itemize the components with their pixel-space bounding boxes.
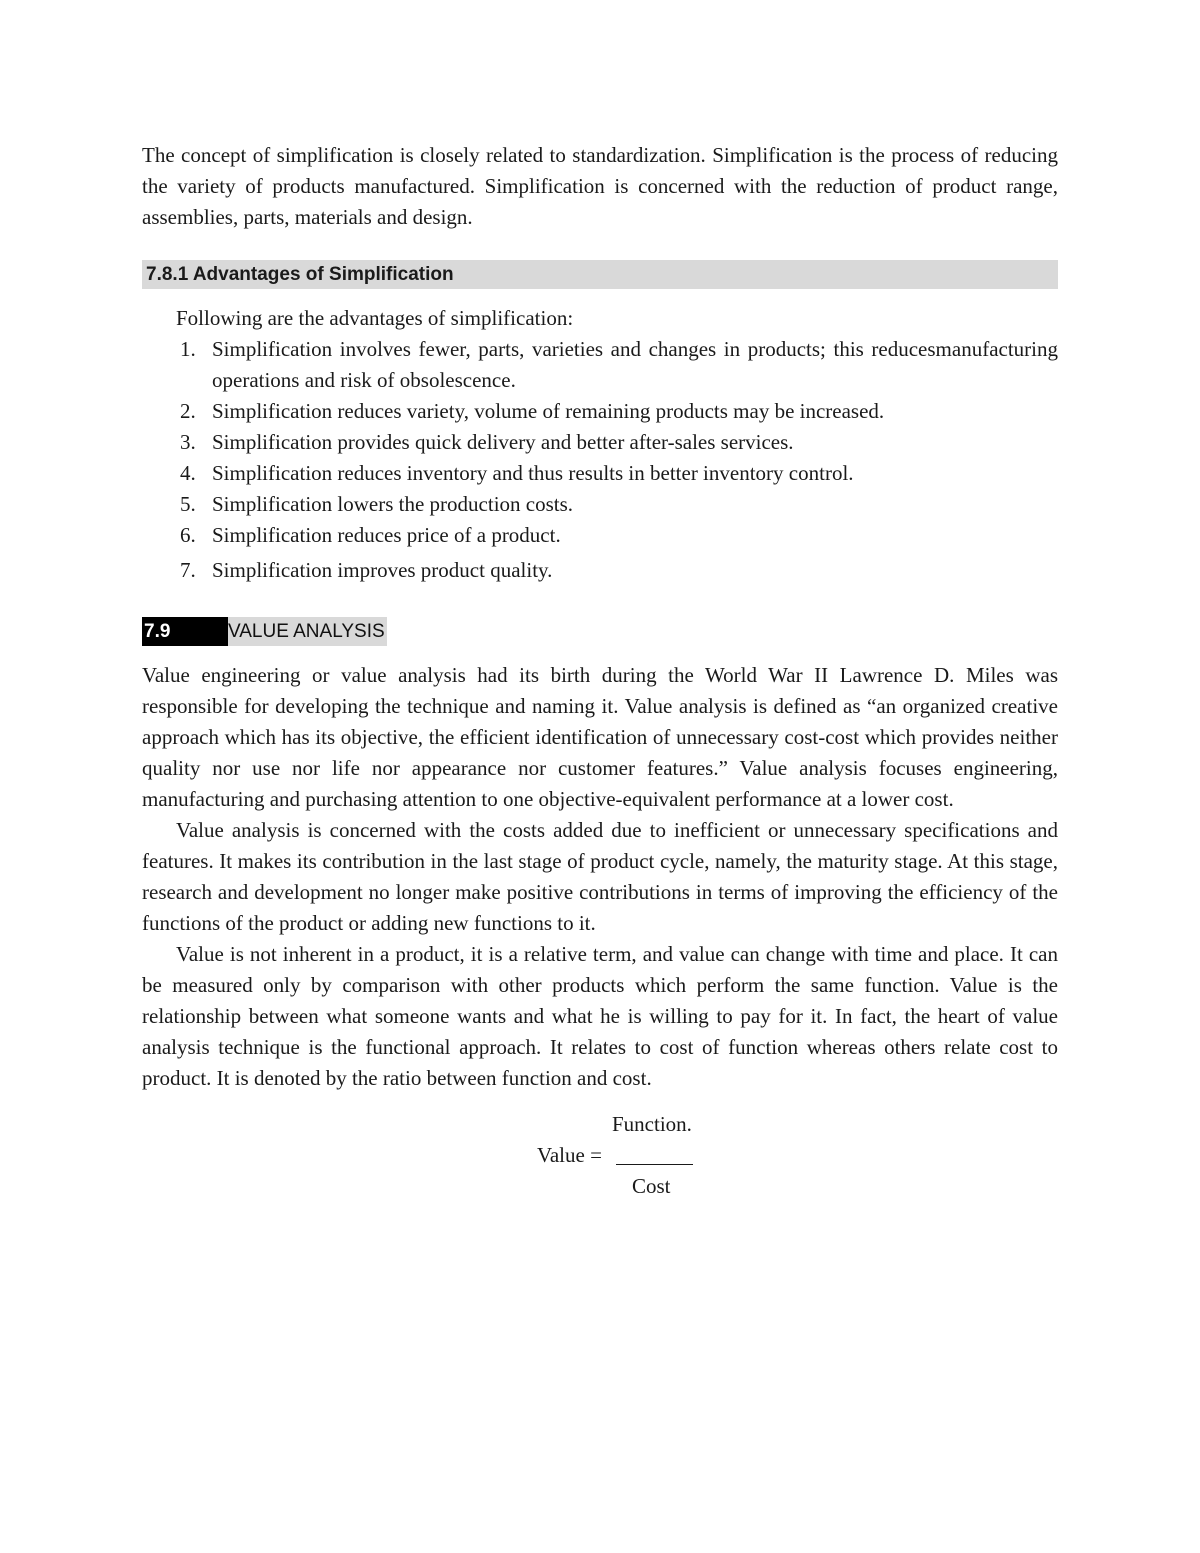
intro-paragraph: The concept of simplification is closely related to standardization. Simplification is the process of reducing the variety of products manufactured. Simplification is concerned with the reduction of product range, assemblies, parts, materials and design. (142, 143, 1058, 229)
list-item (176, 427, 1058, 458)
list-item-text: Simplification provides quick delivery and better after-sales services. (212, 430, 794, 454)
list-item-number: 2. (180, 399, 196, 423)
list-item (176, 489, 1058, 520)
value-paragraph: Value is not inherent in a product, it is a relative term, and value can change with time and place. It can be measured only by comparison with other products which perform the same function. Value is the relationship between what someone wants and what he is willing to pay for it. In fact, the heart of value analysis technique is the functional approach. It relates to cost of function whereas others relate cost to product. It is denoted by the ratio between function and cost. (142, 942, 1058, 1090)
list-item-number: 6. (180, 523, 196, 547)
formula-numerator: Function. (612, 1112, 692, 1136)
list-item-number: 7. (180, 558, 196, 582)
section-number: 7.9 (142, 617, 228, 646)
value-paragraph: Value engineering or value analysis had its birth during the World War II Lawrence D. Miles was responsible for developing the technique and naming it. Value analysis is defined as “an organized creative approach which has its objective, the efficient identification of unnecessary cost-cost which provides neither quality nor use nor life nor appearance nor customer features.” Value analysis focuses engineering, manufacturing and purchasing attention to one objective-equivalent performance at a lower cost. (142, 663, 1058, 811)
formula-lhs: Value = (537, 1143, 602, 1167)
advantages-heading: 7.8.1 Advantages of Simplification (142, 260, 1058, 289)
list-item-text: Simplification involves fewer, parts, varieties and changes in products; this reducesmanufacturing operations and risk of obsolescence. (212, 337, 1058, 392)
value-paragraph: Value analysis is concerned with the costs added due to inefficient or unnecessary specifications and features. It makes its contribution in the last stage of product cycle, namely, the maturity stage. At this stage, research and development no longer make positive contributions in terms of improving the efficiency of the functions of the product or adding new functions to it. (142, 818, 1058, 935)
value-analysis-body (142, 660, 1058, 1094)
list-item-number: 3. (180, 430, 196, 454)
value-analysis-heading (142, 617, 1058, 646)
value-formula (142, 1108, 1058, 1208)
section-title: VALUE ANALYSIS (228, 617, 387, 646)
list-item-number: 1. (180, 337, 196, 361)
formula-fraction-line (616, 1164, 693, 1165)
list-item (176, 520, 1058, 551)
list-item-text: Simplification reduces inventory and thus results in better inventory control. (212, 461, 854, 485)
list-item-text: Simplification reduces variety, volume of remaining products may be increased. (212, 399, 885, 423)
list-item-text: Simplification reduces price of a product. (212, 523, 561, 547)
list-item (176, 334, 1058, 396)
list-item (176, 396, 1058, 427)
list-item (176, 458, 1058, 489)
list-item-text: Simplification lowers the production costs. (212, 492, 574, 516)
list-item-number: 5. (180, 492, 196, 516)
advantages-list (142, 334, 1058, 586)
list-item-number: 4. (180, 461, 196, 485)
list-item-text: Simplification improves product quality. (212, 558, 553, 582)
list-item (176, 555, 1058, 586)
formula-denominator: Cost (632, 1174, 671, 1198)
advantages-intro: Following are the advantages of simplification: (176, 306, 574, 330)
document-page (142, 140, 1058, 1208)
